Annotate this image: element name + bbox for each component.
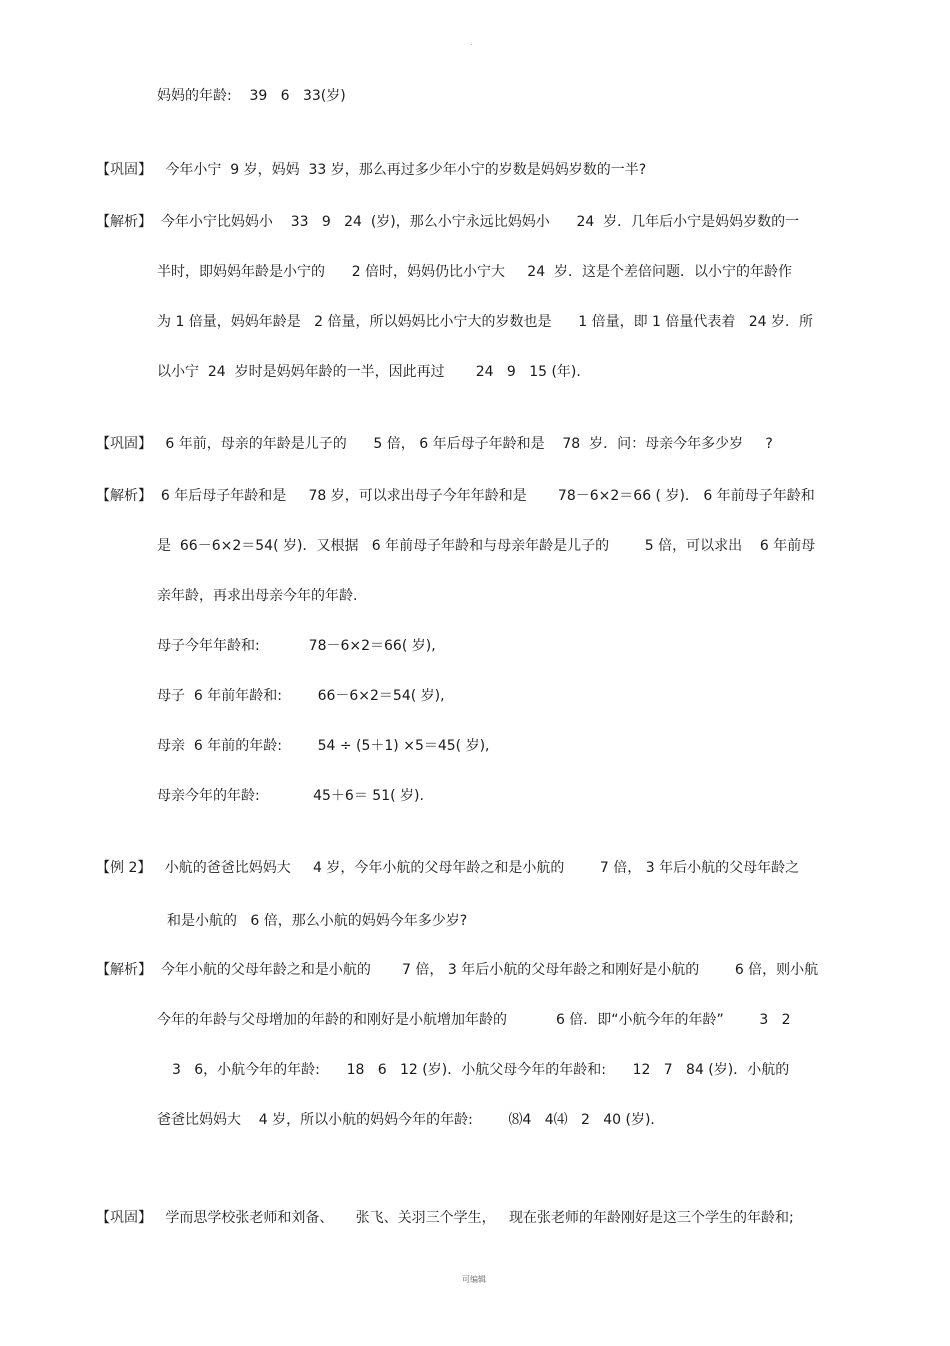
- text-line: 【例 2】 小航的爸爸比妈妈大 4 岁，今年小航的父母年龄之和是小航的 7 倍， 3 年后小航的父母年龄之: [96, 860, 800, 876]
- text-line: 【巩固】 学而思学校张老师和刘备、 张飞、关羽三个学生， 现在张老师的年龄刚好是这三个学生的年龄和;: [96, 1210, 794, 1226]
- text-line: 和是小航的 6 倍，那么小航的妈妈今年多少岁?: [167, 913, 468, 929]
- text-line: 【巩固】 今年小宁 9 岁，妈妈 33 岁，那么再过多少年小宁的岁数是妈妈岁数的一半?: [96, 162, 647, 178]
- text-line: 【解析】 今年小宁比妈妈小 33 9 24 (岁)，那么小宁永远比妈妈小 24 岁．几年后小宁是妈妈岁数的一: [96, 214, 800, 230]
- text-line: 爸爸比妈妈大 4 岁，所以小航的妈妈今年的年龄: ⑻4 4⑷ 2 40 (岁)．: [157, 1112, 665, 1128]
- text-line: 3 6，小航今年的年龄: 18 6 12 (岁)．小航父母今年的年龄和: 12 7 84 (岁)．小航的: [172, 1062, 790, 1078]
- text-line: 以小宁 24 岁时是妈妈年龄的一半，因此再过 24 9 15 (年).: [157, 364, 581, 380]
- text-line: 【解析】 6 年后母子年龄和是 78 岁，可以求出母子今年年龄和是 78－6×2＝66 ( 岁)． 6 年前母子年龄和: [96, 488, 815, 504]
- footer-editable-note: 可编辑: [462, 1275, 486, 1284]
- text-line: 【解析】 今年小航的父母年龄之和是小航的 7 倍， 3 年后小航的父母年龄之和刚好是小航的 6 倍，则小航: [96, 962, 819, 978]
- text-line: 母子 6 年前年龄和: 66－6×2＝54( 岁),: [157, 688, 445, 704]
- text-line: 母子今年年龄和: 78－6×2＝66( 岁),: [157, 638, 436, 654]
- text-line: 半时，即妈妈年龄是小宁的 2 倍时，妈妈仍比小宁大 24 岁．这是个差倍问题．以小宁的年龄作: [157, 264, 793, 280]
- text-line: 是 66－6×2＝54( 岁)．又根据 6 年前母子年龄和与母亲年龄是儿子的 5 倍，可以求出 6 年前母: [157, 538, 816, 554]
- text-line: 母亲今年的年龄: 45＋6＝ 51( 岁).: [157, 788, 424, 804]
- text-line: 母亲 6 年前的年龄: 54 ÷ (5＋1) ×5＝45( 岁),: [157, 738, 490, 754]
- header-dot: .: [470, 38, 473, 47]
- text-line: 为 1 倍量，妈妈年龄是 2 倍量，所以妈妈比小宁大的岁数也是 1 倍量，即 1 倍量代表着 24 岁．所: [157, 314, 813, 330]
- text-line: 今年的年龄与父母增加的年龄的和刚好是小航增加年龄的 6 倍．即“小航今年的年龄” 3 2: [157, 1012, 791, 1028]
- text-line: 妈妈的年龄: 39 6 33(岁): [157, 88, 346, 104]
- text-line: 【巩固】 6 年前，母亲的年龄是儿子的 5 倍， 6 年后母子年龄和是 78 岁．问：母亲今年多少岁 ?: [96, 436, 773, 452]
- text-line: 亲年龄，再求出母亲今年的年龄.: [157, 588, 358, 604]
